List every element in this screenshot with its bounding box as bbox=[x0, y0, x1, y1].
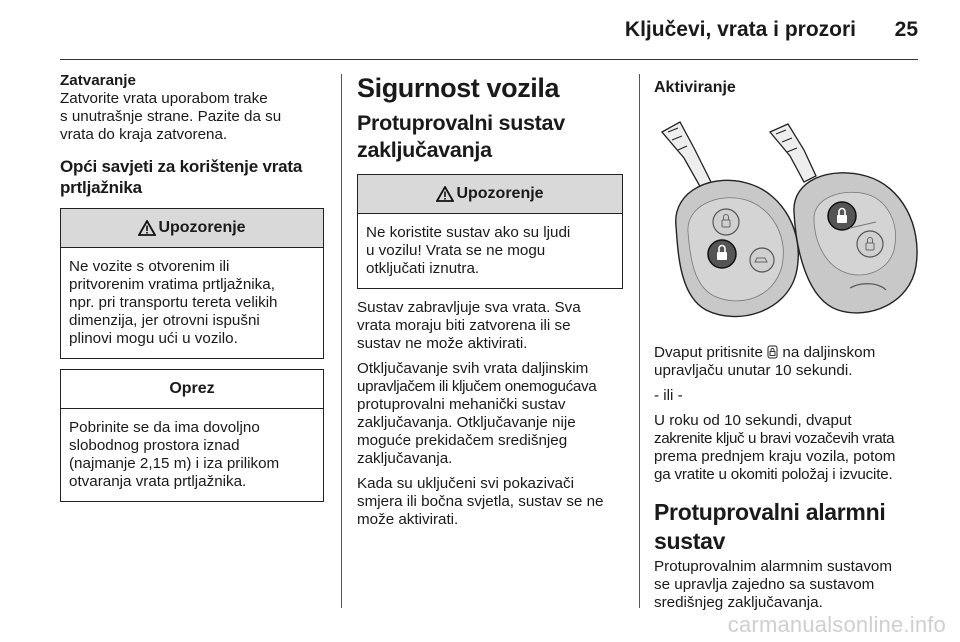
remote-fob-left bbox=[676, 180, 799, 316]
body-text-line: može aktivirati. bbox=[357, 511, 459, 528]
body-text-line: Otključavanje svih vrata daljinskim bbox=[357, 360, 589, 377]
warning-triangle-icon bbox=[138, 220, 156, 236]
activation-text-part: na daljinskom bbox=[782, 344, 876, 361]
column-1 bbox=[60, 72, 325, 502]
column-divider-1 bbox=[341, 74, 342, 608]
warning-text-line: dimenzija, jer otrovni ispušni bbox=[69, 312, 260, 329]
subsection-heading bbox=[357, 110, 625, 164]
warning-text-line: plinovi mogu ući u vozilo. bbox=[69, 330, 238, 347]
caution-title: Oprez bbox=[169, 380, 215, 397]
warning-box-body bbox=[61, 248, 323, 358]
closing-text-line: Zatvorite vrata uporabom trake bbox=[60, 90, 268, 107]
alarm-text-line: Protuprovalnim alarmnim sustavom bbox=[654, 558, 893, 575]
column-divider-2 bbox=[639, 74, 640, 608]
body-text-line: Kada su uključeni svi pokazivači bbox=[357, 475, 574, 492]
or-text: - ili - bbox=[654, 387, 683, 404]
activation-text-line bbox=[654, 344, 922, 362]
tailgate-heading bbox=[60, 156, 325, 198]
body-text-line: vrata moraju biti zatvorena ili se bbox=[357, 317, 571, 334]
tailgate-heading-line: prtljažnika bbox=[60, 178, 142, 197]
remote-fob-right bbox=[794, 173, 917, 313]
subsection-heading-line: zaključavanja bbox=[357, 138, 492, 162]
body-text-line: zaključavanja. Otključavanje nije bbox=[357, 414, 576, 431]
body-text-line: sustav ne može aktivirati. bbox=[357, 335, 528, 352]
alarm-heading-line: Protuprovalni alarmni bbox=[654, 499, 886, 525]
column-2 bbox=[357, 72, 625, 529]
warning-text-line: Ne vozite s otvorenim ili bbox=[69, 258, 230, 275]
body-text-line: moguće prekidačem središnjeg bbox=[357, 432, 568, 449]
warning-text-line: otključati iznutra. bbox=[366, 260, 480, 277]
body-text-line: zaključavanja. bbox=[357, 450, 453, 467]
watermark: carmanualsonline.info bbox=[727, 612, 946, 637]
alarm-text-line: se upravlja zajedno sa sustavom bbox=[654, 576, 875, 593]
activation-text-line: ga vratite u okomiti položaj i izvucite. bbox=[654, 466, 893, 483]
activation-text-line: upravljaču unutar 10 sekundi. bbox=[654, 362, 853, 379]
warning-title: Upozorenje bbox=[158, 219, 246, 236]
closing-text-line: vrata do kraja zatvorena. bbox=[60, 126, 228, 143]
activation-text-line: U roku od 10 sekundi, dvaput bbox=[654, 412, 852, 429]
caution-text-line: Pobrinite se da ima dovoljno bbox=[69, 419, 260, 436]
caution-text-line: (najmanje 2,15 m) i iza prilikom bbox=[69, 455, 280, 472]
remote-keys-illustration bbox=[654, 114, 922, 324]
caution-box bbox=[60, 369, 324, 502]
header-rule bbox=[60, 59, 918, 60]
caution-box-body bbox=[61, 409, 323, 501]
column-3 bbox=[654, 72, 922, 612]
page-header bbox=[60, 0, 918, 58]
body-text-line: protuprovalni mehanički sustav bbox=[357, 396, 566, 413]
warning-box-header bbox=[358, 175, 622, 214]
warning-text-line: u vozilu! Vrata se ne mogu bbox=[366, 242, 546, 259]
key-blade-right bbox=[770, 124, 816, 182]
running-title: Ključevi, vrata i prozori bbox=[624, 18, 856, 41]
warning-triangle-icon bbox=[436, 186, 454, 202]
activation-text-line: zakrenite ključ u bravi vozačevih vrata bbox=[654, 430, 895, 447]
alarm-heading-line: sustav bbox=[654, 528, 726, 554]
body-text-line: upravljačem ili ključem onemogućava bbox=[357, 378, 597, 395]
warning-text-line: Ne koristite sustav ako su ljudi bbox=[366, 224, 571, 241]
section-heading: Sigurnost vozila bbox=[357, 73, 560, 103]
closing-label: Zatvaranje bbox=[60, 72, 136, 89]
page-number: 25 bbox=[894, 18, 918, 41]
alarm-text-line: središnjeg zaključavanja. bbox=[654, 594, 823, 611]
caution-text-line: slobodnog prostora iznad bbox=[69, 437, 240, 454]
activation-label: Aktiviranje bbox=[654, 79, 736, 96]
alarm-heading bbox=[654, 498, 922, 556]
warning-box bbox=[60, 208, 324, 359]
body-text-line: smjera ili bočna svjetla, sustav se ne bbox=[357, 493, 604, 510]
warning-text-line: pritvorenim vratima prtljažnika, bbox=[69, 276, 275, 293]
tailgate-heading-line: Opći savjeti za korištenje vrata bbox=[60, 157, 303, 176]
activation-text-part: Dvaput pritisnite bbox=[654, 344, 763, 361]
lock-button-icon bbox=[767, 345, 778, 359]
subsection-heading-line: Protuprovalni sustav bbox=[357, 111, 565, 135]
activation-text-line: prema prednjem kraju vozila, potom bbox=[654, 448, 896, 465]
warning-title: Upozorenje bbox=[456, 185, 544, 202]
body-text-line: Sustav zabravljuje sva vrata. Sva bbox=[357, 299, 581, 316]
warning-box-body bbox=[358, 214, 622, 288]
key-blade-left bbox=[662, 122, 712, 190]
warning-box-header bbox=[61, 209, 323, 248]
warning-box bbox=[357, 174, 623, 289]
caution-box-header bbox=[61, 370, 323, 409]
closing-text-line: s unutrašnje strane. Pazite da su bbox=[60, 108, 282, 125]
warning-text-line: npr. pri transportu tereta velikih bbox=[69, 294, 278, 311]
caution-text-line: otvaranja vrata prtljažnika. bbox=[69, 473, 247, 490]
